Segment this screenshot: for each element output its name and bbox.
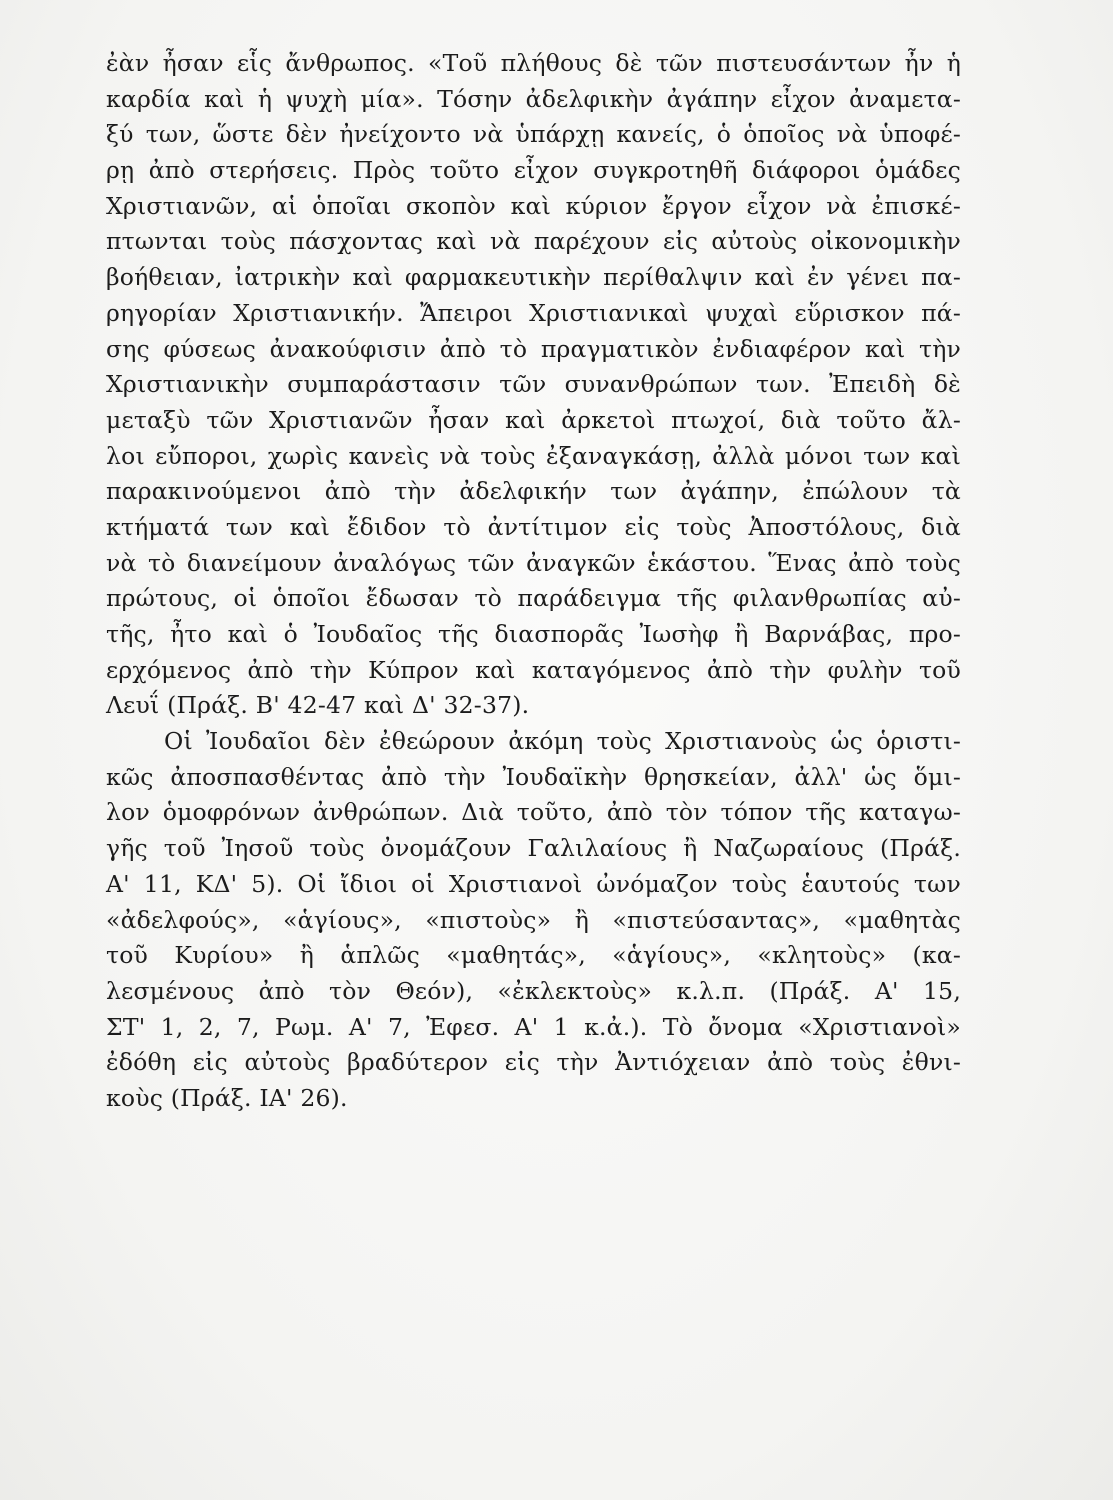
text-line: ΣΤ' 1, 2, 7, Ρωμ. Α' 7, Ἐφεσ. Α' 1 κ.ἀ.). Τὸ ὄνομα «Χριστιανοὶ» [106, 1012, 961, 1041]
text-line: παρακινούμενοι ἀπὸ τὴν ἀδελφικήν των ἀγάπην, ἐπώλουν τὰ [106, 477, 961, 506]
text-line: ρῃ ἀπὸ στερήσεις. Πρὸς τοῦτο εἶχον συγκροτηθῆ διάφοροι ὁμάδες [106, 156, 961, 185]
text-line: κοὺς (Πράξ. ΙΑ' 26). [106, 1083, 348, 1112]
text-line: «ἀδελφούς», «ἁγίους», «πιστοὺς» ἢ «πιστεύσαντας», «μαθητὰς [106, 905, 961, 934]
text-line: κτήματά των καὶ ἔδιδον τὸ ἀντίτιμον εἰς τοὺς Ἀποστόλους, διὰ [106, 512, 961, 541]
paragraph-2 [106, 724, 961, 1117]
text-line: γῆς τοῦ Ἰησοῦ τοὺς ὀνομάζουν Γαλιλαίους ἢ Ναζωραίους (Πράξ. [106, 834, 961, 863]
text-line: βοήθειαν, ἰατρικὴν καὶ φαρμακευτικὴν περίθαλψιν καὶ ἐν γένει πα- [106, 263, 961, 292]
paragraph-1 [106, 46, 961, 724]
text-line: νὰ τὸ διανείμουν ἀναλόγως τῶν ἀναγκῶν ἑκάστου. Ἕνας ἀπὸ τοὺς [106, 548, 961, 577]
text-line: Χριστιανῶν, αἱ ὁποῖαι σκοπὸν καὶ κύριον ἔργον εἶχον νὰ ἐπισκέ- [106, 191, 961, 220]
text-line: Χριστιανικὴν συμπαράστασιν τῶν συνανθρώπων των. Ἐπειδὴ δὲ [106, 370, 961, 399]
text-line: ξύ των, ὥστε δὲν ἠνείχοντο νὰ ὑπάρχῃ κανείς, ὁ ὁποῖος νὰ ὑποφέ- [106, 120, 961, 149]
text-line: λοι εὔποροι, χωρὶς κανεὶς νὰ τοὺς ἐξαναγκάσῃ, ἀλλὰ μόνοι των καὶ [106, 441, 961, 470]
text-line: κῶς ἀποσπασθέντας ἀπὸ τὴν Ἰουδαϊκὴν θρησκείαν, ἀλλ' ὡς ὅμι- [106, 762, 961, 791]
text-line: μεταξὺ τῶν Χριστιανῶν ἦσαν καὶ ἀρκετοὶ πτωχοί, διὰ τοῦτο ἄλ- [106, 405, 961, 434]
text-line: ἐὰν ἦσαν εἷς ἄνθρωπος. «Τοῦ πλήθους δὲ τῶν πιστευσάντων ἦν ἡ [106, 49, 961, 77]
text-line: πτωνται τοὺς πάσχοντας καὶ νὰ παρέχουν εἰς αὐτοὺς οἰκονομικὴν [106, 227, 961, 256]
text-line: Λευΐ (Πράξ. Β' 42-47 καὶ Δ' 32-37). [106, 691, 530, 720]
text-line: Α' 11, ΚΔ' 5). Οἱ ἴδιοι οἱ Χριστιανοὶ ὠνόμαζον τοὺς ἑαυτούς των [106, 869, 961, 898]
text-line: ἐδόθη εἰς αὐτοὺς βραδύτερον εἰς τὴν Ἀντιόχειαν ἀπὸ τοὺς ἐθνι- [106, 1048, 961, 1077]
text-line: πρώτους, οἱ ὁποῖοι ἔδωσαν τὸ παράδειγμα τῆς φιλανθρωπίας αὐ- [106, 584, 961, 613]
text-line: λεσμένους ἀπὸ τὸν Θεόν), «ἐκλεκτοὺς» κ.λ.π. (Πράξ. Α' 15, [106, 976, 961, 1005]
body-text [106, 46, 961, 1117]
text-line: τῆς, ἦτο καὶ ὁ Ἰουδαῖος τῆς διασπορᾶς Ἰωσὴφ ἢ Βαρνάβας, προ- [106, 620, 961, 648]
text-line: καρδία καὶ ἡ ψυχὴ μία». Τόσην ἀδελφικὴν ἀγάπην εἶχον ἀναμετα- [106, 84, 961, 113]
text-line: λον ὁμοφρόνων ἀνθρώπων. Διὰ τοῦτο, ἀπὸ τὸν τόπον τῆς καταγω- [106, 798, 961, 827]
text-line: Οἱ Ἰουδαῖοι δὲν ἐθεώρουν ἀκόμη τοὺς Χριστιανοὺς ὡς ὁριστι- [164, 727, 961, 756]
text-line: σης φύσεως ἀνακούφισιν ἀπὸ τὸ πραγματικὸν ἐνδιαφέρον καὶ τὴν [106, 334, 961, 363]
text-line: ρηγορίαν Χριστιανικήν. Ἄπειροι Χριστιανικαὶ ψυχαὶ εὕρισκον πά- [106, 298, 961, 327]
text-line: ερχόμενος ἀπὸ τὴν Κύπρον καὶ καταγόμενος ἀπὸ τὴν φυλὴν τοῦ [106, 655, 961, 684]
text-line: τοῦ Κυρίου» ἢ ἁπλῶς «μαθητάς», «ἁγίους», «κλητοὺς» (κα- [106, 941, 961, 970]
